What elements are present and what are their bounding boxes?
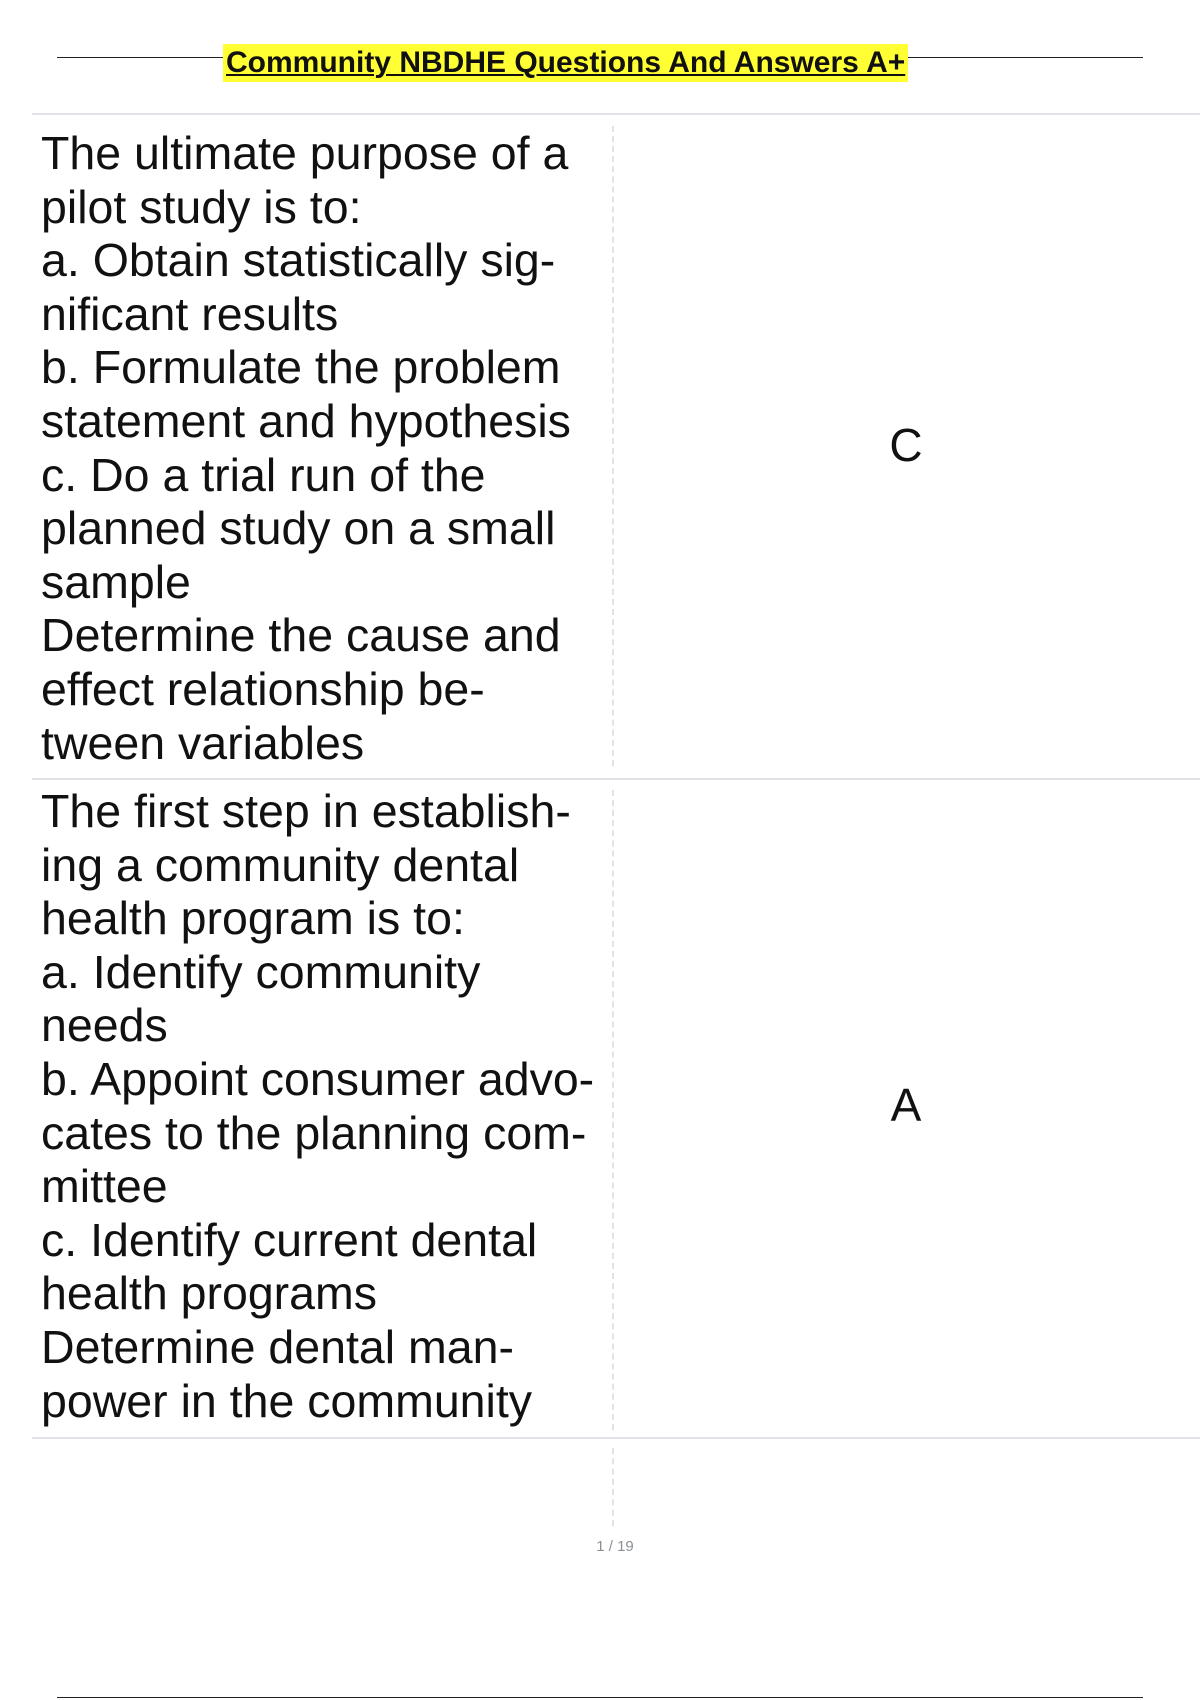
table-top-rule <box>32 113 1200 115</box>
table-bottom-rule <box>32 1437 1200 1439</box>
answer-text: A <box>890 1079 922 1131</box>
column-divider-stub <box>612 1448 614 1526</box>
page-number: 1 / 19 <box>596 1538 634 1555</box>
document-title: Community NBDHE Questions And Answers A+ <box>223 44 908 82</box>
question-text: The ultimate purpose of a pilot study is to: a. Obtain statistically sig- nificant results b. Formulate the problem statement and hypothesis c. Do a trial run of the planned study on a small sample Determine the cause and effect relationship be- tween variables <box>41 127 571 769</box>
row-divider <box>32 778 1200 780</box>
footer-rule <box>57 1697 1143 1698</box>
question-text: The first step in establish- ing a community dental health program is to: a. Identify community needs b. Appoint consumer advo- cates to the planning com- mittee c. Identify current dental health programs Determine dental man- power in the community <box>41 785 595 1427</box>
answer-text: C <box>889 419 923 471</box>
